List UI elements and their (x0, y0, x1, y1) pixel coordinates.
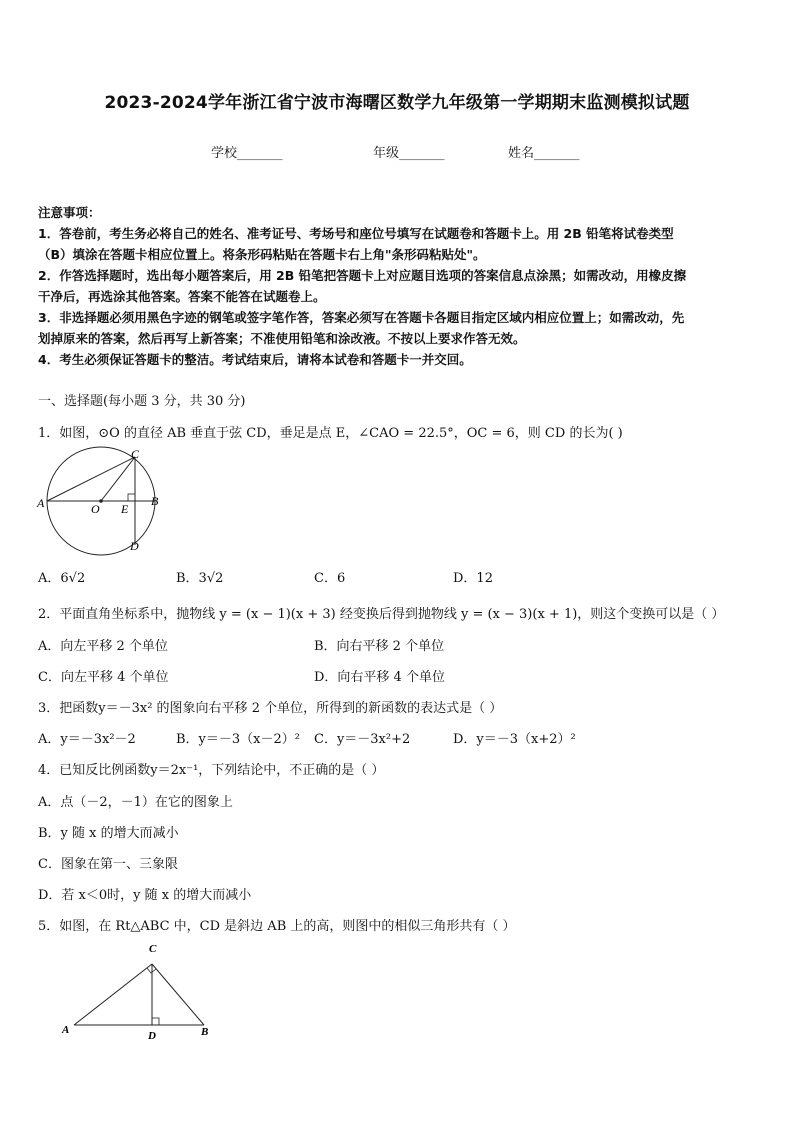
q2-option-b: B．向右平移 2 个单位 (314, 639, 445, 654)
q3-option-d: D．y＝－3（x+2）² (453, 732, 576, 747)
q3-option-a: A．y＝－3x²－2 (38, 732, 136, 747)
label-D: D (130, 539, 139, 553)
label-D: D (148, 1030, 156, 1042)
question-5-text: 5．如图，在 Rt△ABC 中，CD 是斜边 AB 上的高，则图中的相似三角形共有（ ） (38, 919, 516, 934)
question-1-text: 1．如图，⊙O 的直径 AB 垂直于弦 CD，垂足是点 E，∠CAO = 22.5°，OC = 6，则 CD 的长为( ) (38, 426, 623, 441)
grade-field: 年级_______ (373, 146, 445, 161)
label-B: B (151, 494, 159, 508)
q4-option-a: A．点（－2，－1）在它的图象上 (38, 795, 233, 810)
question-2-text: 2．平面直角坐标系中，抛物线 y = (x − 1)(x + 3) 经变换后得到抛物线 y = (x − 3)(x + 1)，则这个变换可以是（ ） (38, 607, 725, 622)
q4-option-c: C．图象在第一、三象限 (38, 857, 178, 872)
notice-line: 干净后，再选涂其他答案。答案不能答在试题卷上。 (38, 289, 326, 304)
q1-option-a: A．6√2 (38, 571, 86, 586)
q2-option-c: C．向左平移 4 个单位 (38, 670, 169, 685)
q4-option-b: B．y 随 x 的增大而减小 (38, 826, 179, 841)
label-C: C (131, 447, 140, 461)
q1-option-d: D．12 (453, 571, 493, 586)
notice-heading: 注意事项： (38, 205, 101, 220)
q2-option-d: D．向右平移 4 个单位 (314, 670, 445, 685)
name-field: 姓名_______ (508, 146, 580, 161)
notice-line: 划掉原来的答案，然后再写上新答案；不准使用铅笔和涂改液。不按以上要求作答无效。 (38, 331, 526, 346)
label-O: O (91, 502, 100, 516)
q3-option-c: C．y＝－3x²+2 (314, 732, 411, 747)
q1-option-c: C．6 (314, 571, 346, 586)
q3-option-b: B．y＝－3（x－2）² (176, 732, 300, 747)
notice-line: 1．答卷前，考生务必将自己的姓名、准考证号、考场号和座位号填写在试题卷和答题卡上。用 2B 铅笔将试卷类型 (38, 226, 674, 241)
label-A: A (62, 1024, 70, 1036)
label-E: E (121, 502, 129, 516)
triangle-figure (58, 940, 218, 1044)
label-A: A (37, 496, 45, 510)
question-3-text: 3．把函数y＝－3x² 的图象向右平移 2 个单位，所得到的新函数的表达式是（ ） (38, 701, 503, 716)
question-4-text: 4．已知反比例函数y＝2x⁻¹，下列结论中，不正确的是（ ） (38, 763, 385, 778)
q4-option-d: D．若 x＜0时，y 随 x 的增大而减小 (38, 888, 252, 903)
notice-line: 2．作答选择题时，选出每小题答案后，用 2B 铅笔把答题卡上对应题目选项的答案信息点涂黑；如需改动，用橡皮擦 (38, 268, 687, 283)
label-B: B (201, 1026, 209, 1038)
page-title: 2023-2024学年浙江省宁波市海曙区数学九年级第一学期期末监测模拟试题 (104, 93, 690, 113)
label-C: C (149, 943, 157, 955)
q1-option-b: B．3√2 (176, 571, 224, 586)
notice-line: 4．考生必须保证答题卡的整洁。考试结束后，请将本试卷和答题卡一并交回。 (38, 352, 472, 367)
notice-line: （B）填涂在答题卡相应位置上。将条形码粘贴在答题卡右上角"条形码粘贴处"。 (38, 247, 486, 262)
circle-figure (36, 446, 166, 556)
notice-line: 3．非选择题必须用黑色字迹的钢笔或签字笔作答，答案必须写在答题卡各题目指定区域内相应位置上；如需改动，先 (38, 310, 685, 325)
q2-option-a: A．向左平移 2 个单位 (38, 639, 168, 654)
school-field: 学校_______ (211, 146, 283, 161)
section-heading: 一、选择题(每小题 3 分，共 30 分) (38, 394, 246, 409)
